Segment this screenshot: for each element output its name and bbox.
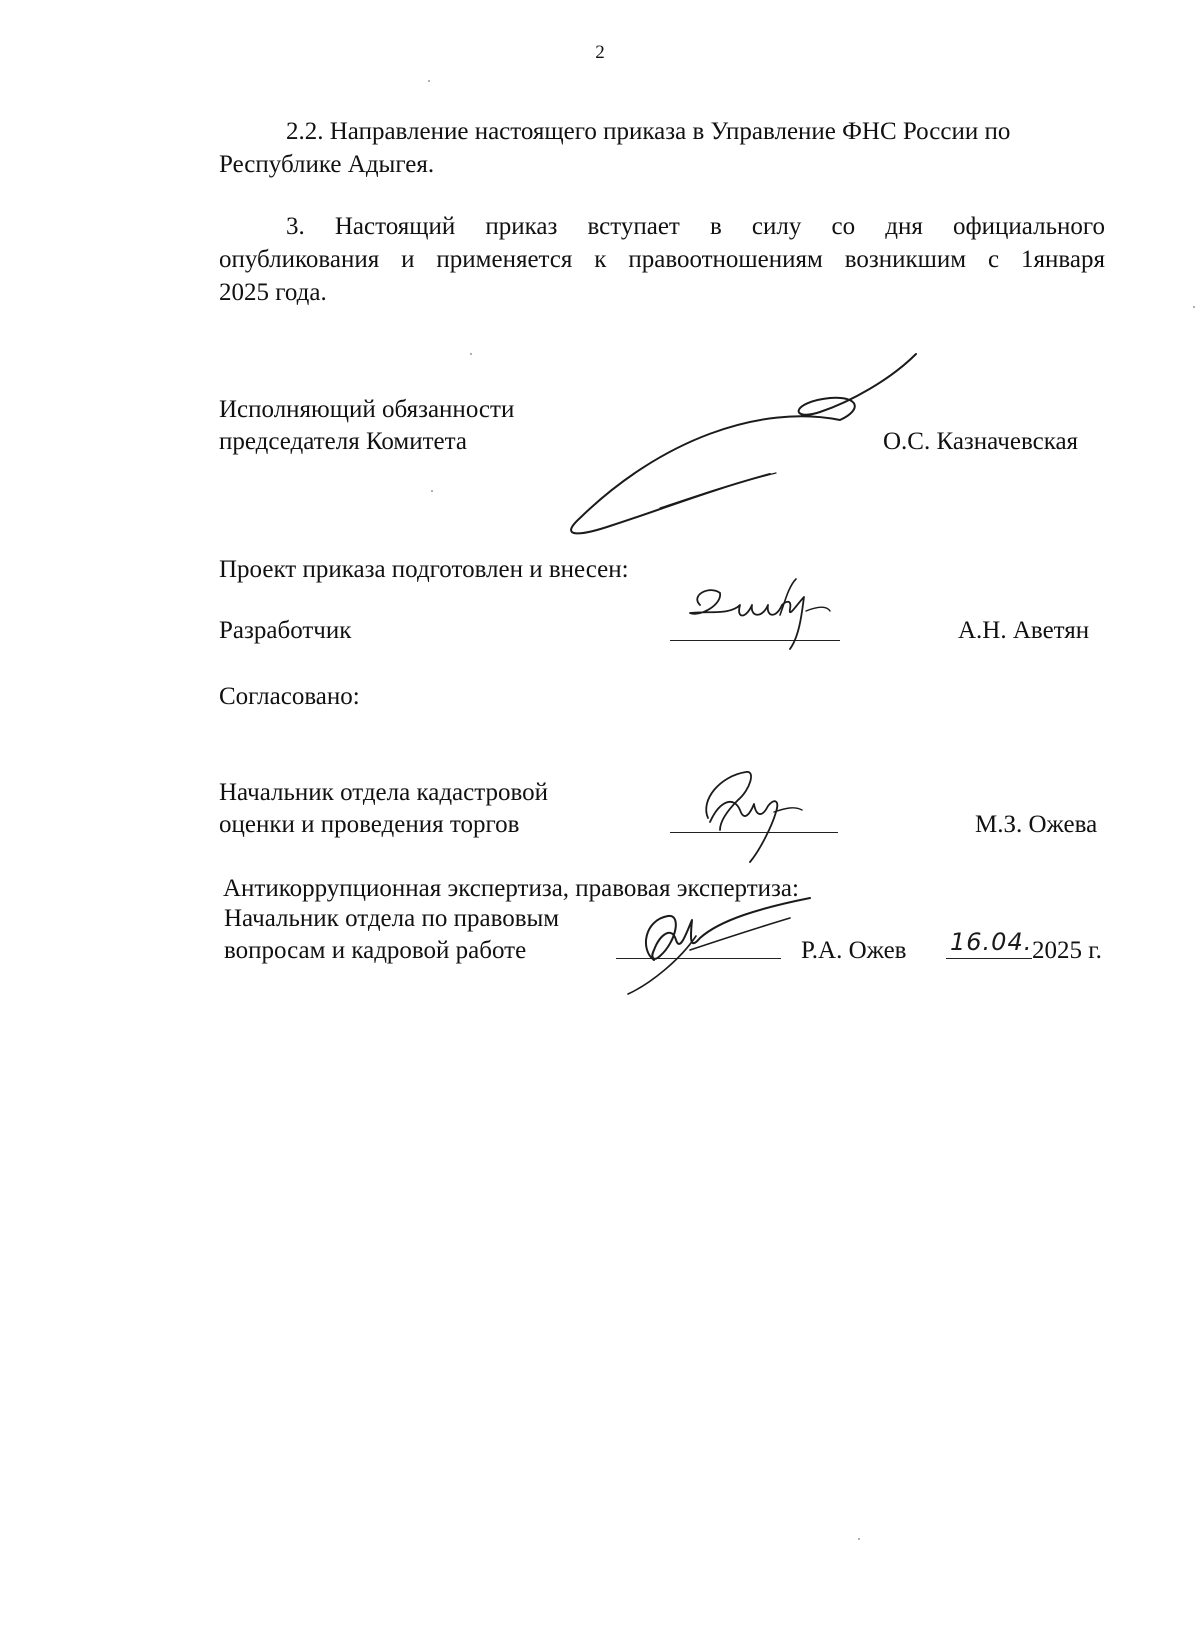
paragraph-3-line-1-wrap xyxy=(286,210,1105,243)
cadastral-head-title-line-2: оценки и проведения торгов xyxy=(219,811,520,838)
paragraph-3-line-3: 2025 года. xyxy=(219,279,327,306)
cadastral-head-signature xyxy=(690,760,840,870)
paragraph-2-2-line-2: Республике Адыгея. xyxy=(219,151,435,178)
paragraph-3-line-2: опубликования и применяется к правоотношениям возникшим с 1января xyxy=(219,246,1105,273)
prepared-heading: Проект приказа подготовлен и внесен: xyxy=(219,556,629,583)
legal-head-handwritten-date: 16.04. xyxy=(950,928,1033,956)
acting-chair-signature xyxy=(540,350,920,540)
scan-speck xyxy=(1193,306,1195,308)
scan-speck xyxy=(428,80,430,82)
scan-speck xyxy=(858,1538,860,1540)
acting-chair-name: О.С. Казначевская xyxy=(883,428,1079,455)
developer-signature xyxy=(680,575,860,665)
legal-head-date-line xyxy=(946,958,1032,959)
legal-head-year: 2025 г. xyxy=(1032,937,1102,964)
cadastral-head-title-line-1: Начальник отдела кадастровой xyxy=(219,779,548,806)
paragraph-3-line-2-wrap xyxy=(219,243,1105,276)
acting-chair-title-line-1: Исполняющий обязанности xyxy=(219,396,515,423)
paragraph-3-line-1: 3. Настоящий приказ вступает в силу со дня официального xyxy=(286,213,1105,240)
legal-head-title-line-2: вопросам и кадровой работе xyxy=(224,937,527,964)
developer-name: А.Н. Аветян xyxy=(958,617,1090,644)
page-number: 2 xyxy=(595,42,605,63)
agreed-heading: Согласовано: xyxy=(219,683,360,710)
legal-head-signature xyxy=(620,890,820,1000)
scan-speck xyxy=(431,490,433,492)
legal-head-title-line-1: Начальник отдела по правовым xyxy=(224,905,560,932)
scan-speck xyxy=(470,353,472,355)
developer-title: Разработчик xyxy=(219,617,352,644)
cadastral-head-name: М.З. Ожева xyxy=(975,811,1098,838)
expertise-heading: Антикоррупционная экспертиза, правовая экспертиза: xyxy=(223,875,799,902)
legal-head-name: Р.А. Ожев xyxy=(801,937,907,964)
acting-chair-title-line-2: председателя Комитета xyxy=(219,428,467,455)
paragraph-2-2-line-1: 2.2. Направление настоящего приказа в Управление ФНС России по xyxy=(286,118,1011,145)
